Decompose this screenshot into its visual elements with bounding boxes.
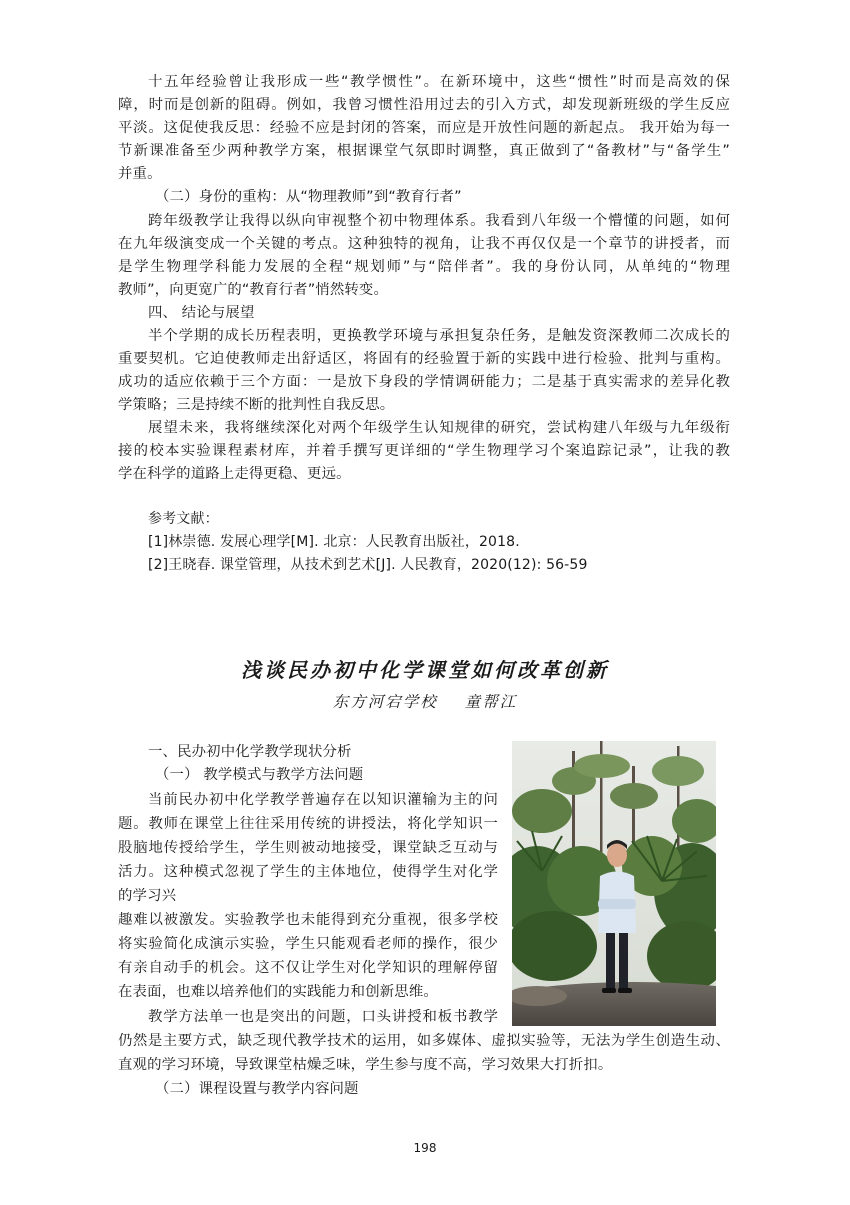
- paragraph-line: 仍然是主要方式，缺乏现代教学技术的运用，如多媒体、虚拟实验等，无法为学生创造生动、: [118, 1033, 730, 1049]
- paragraph-line: 十五年经验曾让我形成一些“教学惯性”。在新环境中，这些“惯性”时而是高效的保: [148, 74, 730, 90]
- paragraph-line: 学策略；三是持续不断的批判性自我反思。: [118, 397, 395, 413]
- paragraph-line: 有亲自动手的机会。这不仅让学生对化学知识的理解停留: [118, 960, 498, 976]
- paragraph-line: 是学生物理学科能力发展的全程“规划师”与“陪伴者”。我的身份认同，从单纯的“物理: [118, 259, 730, 275]
- paragraph-line: 在表面，也难以培养他们的实践能力和创新思维。: [118, 984, 438, 1000]
- reference-item: [2]王晓春. 课堂管理，从技术到艺术[J]. 人民教育，2020(12): 56-59: [148, 557, 588, 573]
- section-heading: 一、民办初中化学教学现状分析: [148, 744, 352, 760]
- paragraph-line: 教学方法单一也是突出的问题，口头讲授和板书教学: [148, 1009, 498, 1025]
- subsection-heading: （二）课程设置与教学内容问题: [155, 1081, 359, 1097]
- paragraph-line: 半个学期的成长历程表明，更换教学环境与承担复杂任务，是触发资深教师二次成长的: [148, 328, 730, 344]
- paragraph-line: 并重。: [118, 166, 162, 182]
- reference-item: [1]林崇德. 发展心理学[M]. 北京：人民教育出版社，2018.: [148, 534, 520, 550]
- paragraph-line: 成功的适应依赖于三个方面：一是放下身段的学情调研能力；二是基于真实需求的差异化教: [118, 374, 730, 390]
- article-title: 浅谈民办初中化学课堂如何改革创新: [241, 658, 609, 682]
- paragraph-line: 趣难以被激发。实验教学也未能得到充分重视，很多学校: [118, 912, 498, 928]
- paragraph-line: 题。教师在课堂上往往采用传统的讲授法，将化学知识一: [118, 816, 498, 832]
- paragraph-line: 节新课准备至少两种教学方案，根据课堂气氛即时调整，真正做到了“备教材”与“备学生”: [118, 143, 730, 159]
- paragraph-line: 接的校本实验课程素材库，并着手撰写更详细的“学生物理学习个案追踪记录”，让我的教: [118, 443, 730, 459]
- references-heading: 参考文献：: [148, 511, 219, 527]
- section-heading: （二）身份的重构：从“物理教师”到“教育行者”: [155, 189, 462, 205]
- section-heading: 四、 结论与展望: [148, 305, 255, 321]
- paragraph-line: 的学习兴: [118, 888, 177, 904]
- paragraph-line: 活力。这种模式忽视了学生的主体地位，使得学生对化学: [118, 864, 498, 880]
- paragraph-line: 教师”，向更宽广的“教育行者”悄然转变。: [118, 282, 389, 298]
- paragraph-line: 将实验简化成演示实验，学生只能观看老师的操作，很少: [118, 936, 498, 952]
- paragraph-line: 展望未来，我将继续深化对两个年级学生认知规律的研究，尝试构建八年级与九年级衔: [148, 420, 730, 436]
- author-name: 童帮江: [464, 693, 518, 711]
- paragraph-line: 学在科学的道路上走得更稳、更远。: [118, 466, 351, 482]
- paragraph-line: 在九年级演变成一个关键的考点。这种独特的视角，让我不再仅仅是一个章节的讲授者，而: [118, 236, 730, 252]
- paragraph-line: 直观的学习环境，导致课堂枯燥乏味，学生参与度不高，学习效果大打折扣。: [118, 1057, 613, 1073]
- page-number: 198: [413, 1141, 437, 1155]
- subsection-heading: （一） 教学模式与教学方法问题: [155, 767, 364, 783]
- paragraph-line: 重要契机。它迫使教师走出舒适区，将固有的经验置于新的实践中进行检验、批判与重构。: [118, 351, 730, 367]
- paragraph-line: 跨年级教学让我得以纵向审视整个初中物理体系。我看到八年级一个懵懂的问题，如何: [148, 213, 730, 229]
- paragraph-line: 平淡。这促使我反思：经验不应是封闭的答案，而应是开放性问题的新起点。 我开始为每一: [118, 120, 730, 136]
- paragraph-line: 股脑地传授给学生，学生则被动地接受，课堂缺乏互动与: [118, 840, 498, 856]
- paragraph-line: 障，时而是创新的阻碍。例如，我曾习惯性沿用过去的引入方式，却发现新班级的学生反应: [118, 97, 730, 113]
- article-byline: [0, 690, 850, 712]
- school-name: 东方河宕学校: [332, 693, 438, 711]
- author-photo: [512, 741, 716, 1026]
- paragraph-line: 当前民办初中化学教学普遍存在以知识灌输为主的问: [148, 792, 498, 808]
